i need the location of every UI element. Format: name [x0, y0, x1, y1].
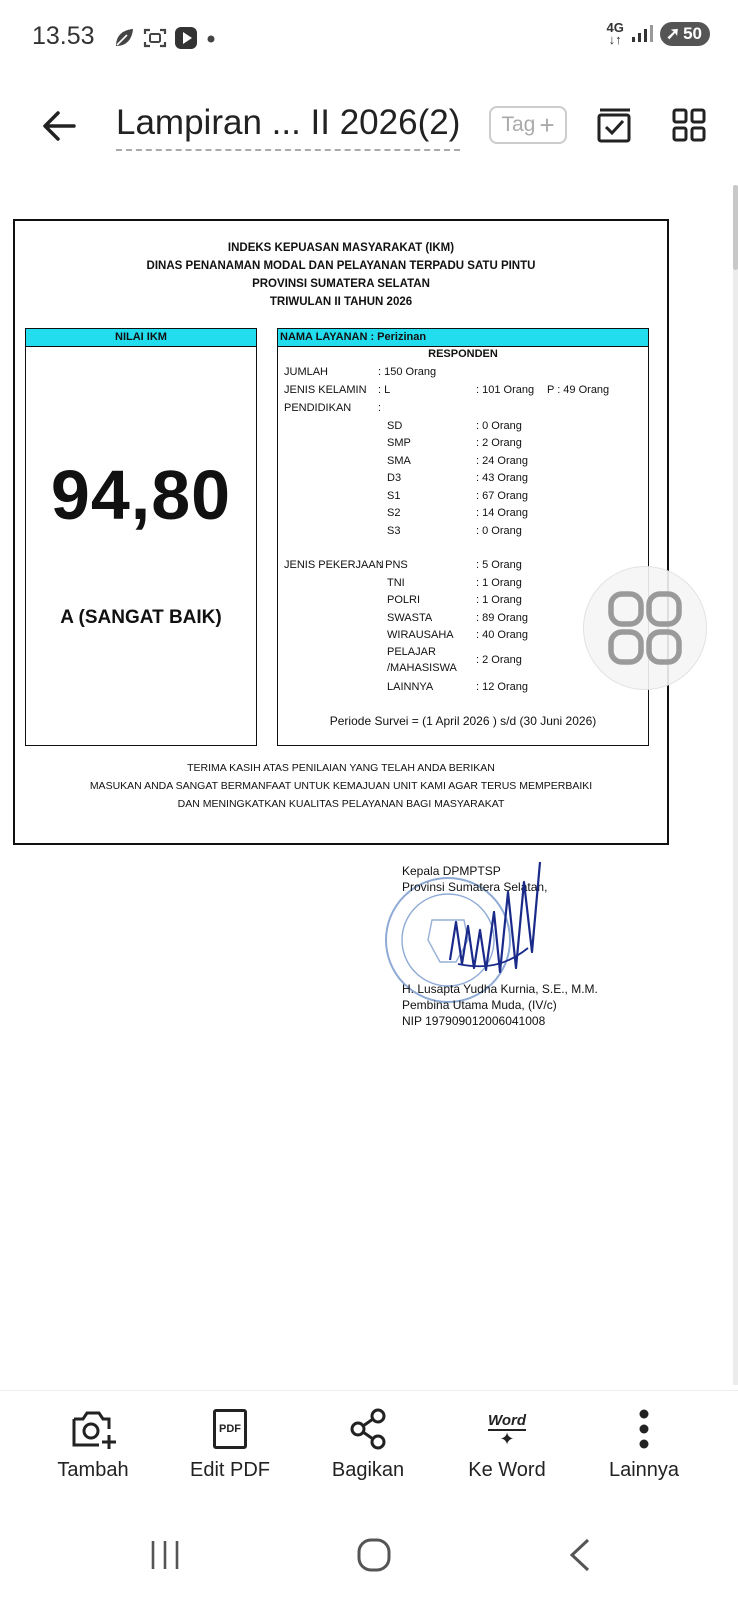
pendidikan-item-label: S2	[387, 507, 401, 519]
pendidikan-item-value: : 0 Orang	[476, 525, 522, 537]
responden-heading: RESPONDEN	[428, 348, 498, 360]
pendidikan-item-label: S3	[387, 525, 401, 537]
bagikan-label: Bagikan	[331, 1459, 405, 1481]
footer-line: TERIMA KASIH ATAS PENILAIAN YANG TELAH ANDA BERIKAN	[187, 762, 495, 774]
home-button[interactable]	[348, 1530, 400, 1580]
pendidikan-item-value: : 43 Orang	[476, 472, 528, 484]
pekerjaan-item-value: : 40 Orang	[476, 629, 528, 641]
layanan-heading: NAMA LAYANAN : Perizinan	[278, 329, 648, 347]
edit-pdf-button[interactable]	[170, 1405, 290, 1482]
pekerjaan-item-value: : 1 Orang	[476, 577, 522, 589]
ikm-score: 94,80	[50, 456, 232, 534]
periode-survei: Periode Survei = (1 April 2026 ) s/d (30 Juni 2026)	[329, 714, 597, 728]
pendidikan-item-value: : 0 Orang	[476, 420, 522, 432]
footer-line: DAN MENINGKATKAN KUALITAS PELAYANAN BAGI MASYARAKAT	[177, 798, 505, 810]
status-time: 13.53	[32, 22, 95, 50]
pekerjaan-item-label: LAINNYA	[387, 681, 434, 693]
battery-saver-icon: ➚	[665, 24, 681, 43]
word-icon-text: Word	[487, 1411, 527, 1429]
pekerjaan-item-label: /MAHASISWA	[387, 662, 457, 674]
jenis-kelamin-label: JENIS KELAMIN	[284, 384, 367, 396]
back-button[interactable]	[40, 106, 80, 146]
chevron-left-icon	[567, 1537, 593, 1573]
plus-icon: +	[539, 110, 555, 140]
dot-icon	[204, 26, 218, 50]
tambah-label: Tambah	[57, 1459, 129, 1481]
signature-block	[368, 862, 668, 1037]
document-header	[15, 239, 667, 311]
ikm-grade: A (SANGAT BAIK)	[60, 607, 222, 628]
pendidikan-item-label: SMA	[387, 455, 411, 467]
ke-word-label: Ke Word	[468, 1459, 546, 1481]
jenis-kelamin-l: : L	[378, 384, 391, 396]
lainnya-label: Lainnya	[608, 1459, 680, 1481]
share-icon	[348, 1405, 388, 1453]
pendidikan-item-label: SD	[387, 420, 403, 432]
handwritten-signature-icon	[428, 852, 578, 1002]
jenis-kelamin-p: P : 49 Orang	[547, 384, 610, 396]
play-app-icon	[174, 26, 198, 50]
document-page	[13, 219, 669, 845]
pendidikan-item-label: D3	[387, 472, 402, 484]
pekerjaan-item-label: SWASTA	[387, 612, 433, 624]
pendidikan-item-label: SMP	[387, 437, 411, 449]
status-notification-icons	[112, 24, 218, 52]
leaf-icon	[112, 26, 136, 50]
select-pages-button[interactable]	[594, 106, 636, 146]
footer-line: MASUKAN ANDA SANGAT BERMANFAAT UNTUK KEMAJUAN UNIT KAMI AGAR TERUS MEMPERBAIKI	[89, 780, 593, 792]
network-type: 4G ↓↑	[606, 20, 624, 47]
edit-pdf-label: Edit PDF	[189, 1459, 271, 1481]
tag-label: Tag	[501, 113, 536, 136]
arrow-left-icon	[40, 106, 80, 146]
pdf-icon-text: PDF	[219, 1423, 241, 1435]
tag-button[interactable]	[489, 106, 567, 144]
signal-icon	[630, 22, 654, 46]
pekerjaan-item-label: POLRI	[387, 594, 421, 606]
pekerjaan-label: JENIS PEKERJAAN	[284, 559, 384, 571]
word-icon	[488, 1405, 526, 1453]
camera-add-icon	[69, 1405, 117, 1453]
more-vertical-icon	[638, 1405, 650, 1453]
pekerjaan-item-value: : 12 Orang	[476, 681, 528, 693]
header-line: DINAS PENANAMAN MODAL DAN PELAYANAN TERPADU SATU PINTU	[146, 260, 536, 272]
sparkle-icon: ✦	[499, 1428, 515, 1449]
jumlah-label: JUMLAH	[284, 366, 329, 378]
pendidikan-colon: :	[378, 402, 382, 414]
pekerjaan-item-value: : 1 Orang	[476, 594, 522, 606]
signatory-name: H. Lusapta Yudha Kurnia, S.E., M.M.	[402, 982, 598, 996]
pendidikan-item-value: : 14 Orang	[476, 507, 528, 519]
header-line: TRIWULAN II TAHUN 2026	[269, 296, 413, 308]
grid-view-button[interactable]	[671, 107, 707, 143]
nilai-ikm-heading: NILAI IKM	[26, 329, 256, 347]
floating-apps-button[interactable]	[583, 566, 707, 690]
pekerjaan-item-value: : 5 Orang	[476, 559, 522, 571]
jenis-kelamin-l-value: : 101 Orang	[476, 384, 535, 396]
pekerjaan-item-value: : 89 Orang	[476, 612, 528, 624]
pdf-icon	[213, 1405, 247, 1453]
signature-title: Kepala DPMPTSP	[402, 864, 501, 878]
pendidikan-item-value: : 67 Orang	[476, 490, 528, 502]
ke-word-button[interactable]	[447, 1405, 567, 1482]
scrollbar-track[interactable]	[733, 185, 738, 1385]
pendidikan-label: PENDIDIKAN	[284, 402, 352, 414]
pendidikan-item-label: S1	[387, 490, 401, 502]
multi-select-icon	[594, 106, 636, 146]
pekerjaan-item-label: : PNS	[379, 559, 408, 571]
screenshot-icon	[142, 26, 168, 50]
back-nav-button[interactable]	[555, 1530, 605, 1580]
home-icon	[356, 1537, 392, 1573]
jumlah-value: : 150 Orang	[378, 366, 437, 378]
recent-apps-button[interactable]	[140, 1530, 190, 1580]
tambah-button[interactable]	[33, 1405, 153, 1482]
apps-grid-icon	[584, 567, 706, 689]
pendidikan-item-value: : 24 Orang	[476, 455, 528, 467]
battery-indicator: ➚ 50	[660, 22, 710, 46]
signatory-rank: Pembina Utama Muda, (IV/c)	[402, 998, 557, 1012]
pekerjaan-item-value: : 2 Orang	[476, 654, 522, 666]
grid-icon	[671, 107, 707, 143]
header-line: PROVINSI SUMATERA SELATAN	[252, 278, 430, 290]
bagikan-button[interactable]	[308, 1405, 428, 1482]
signature-office: Provinsi Sumatera Selatan,	[402, 880, 548, 894]
pendidikan-item-value: : 2 Orang	[476, 437, 522, 449]
pekerjaan-item-label: WIRAUSAHA	[387, 629, 454, 641]
document-title[interactable]: Lampiran ... II 2026(2)	[116, 103, 460, 151]
signatory-nip: NIP 197909012006041008	[402, 1014, 546, 1028]
scrollbar-thumb[interactable]	[733, 185, 738, 270]
header-line: INDEKS KEPUASAN MASYARAKAT (IKM)	[227, 242, 455, 254]
nilai-ikm-box	[25, 328, 257, 746]
pekerjaan-item-label: PELAJAR	[387, 646, 436, 658]
pekerjaan-item-label: TNI	[387, 577, 405, 589]
status-system-icons	[606, 22, 710, 46]
recent-apps-icon	[148, 1539, 182, 1571]
lainnya-button[interactable]	[584, 1405, 704, 1482]
